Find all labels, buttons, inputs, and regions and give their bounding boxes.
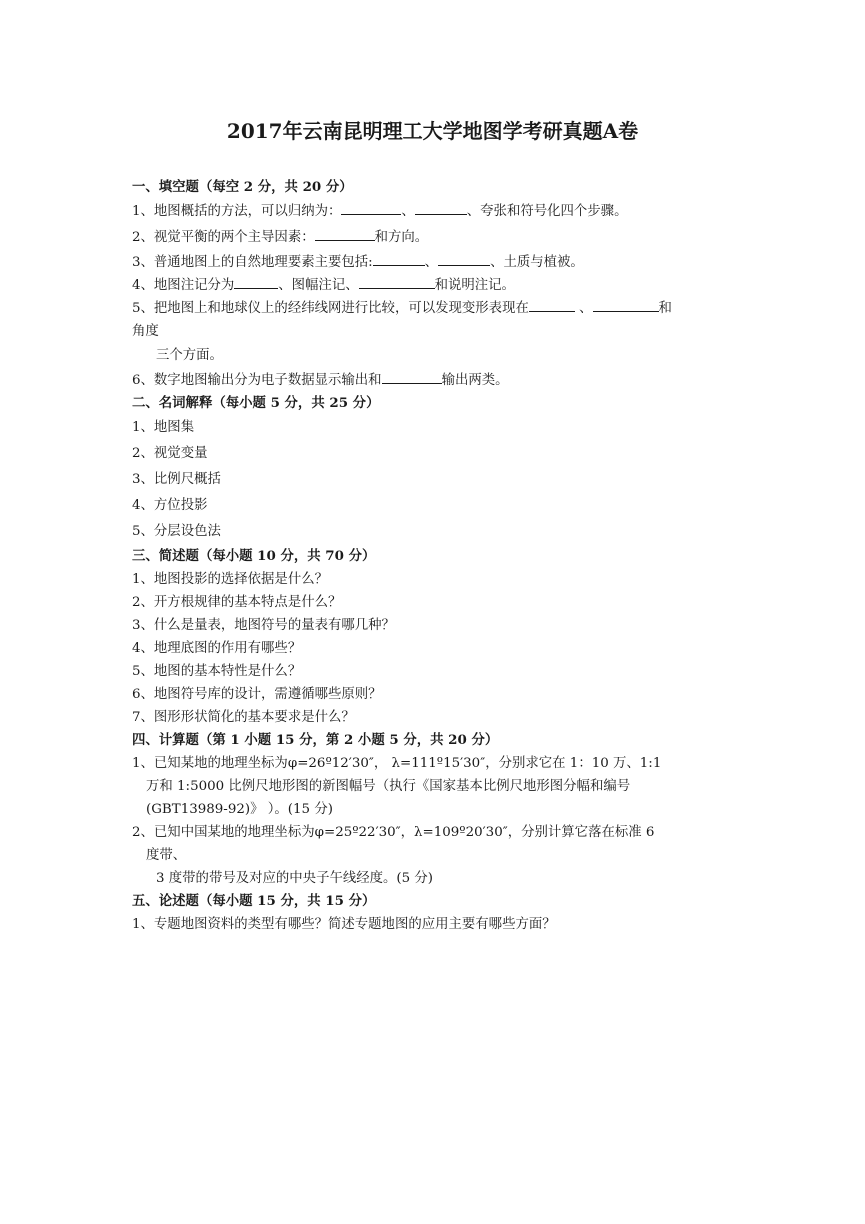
exam-content xyxy=(132,176,737,936)
list-item: 1、地图投影的选择依据是什么？ xyxy=(132,572,328,587)
answer-blank xyxy=(234,274,278,289)
list-item: 4、方位投影 xyxy=(132,498,208,513)
question-1-1 xyxy=(132,199,737,225)
question-4-2-line1: 2、已知中国某地的地理坐标为φ=25º22′30″，λ=109º20′30″，分别计算它落在标准 6 xyxy=(132,825,655,840)
section-heading-fill-in: 一、填空题（每空 2 分，共 20 分） xyxy=(132,179,353,195)
list-item: 7、图形形状简化的基本要求是什么？ xyxy=(132,710,355,725)
question-text: 4、地图注记分为 xyxy=(132,278,235,293)
question-4-2-line2: 度带、 xyxy=(146,848,187,863)
question-text: 和说明注记。 xyxy=(434,278,515,293)
question-text: 、 xyxy=(574,301,593,316)
answer-blank xyxy=(438,251,490,266)
question-text: 输出两类。 xyxy=(441,373,509,388)
question-1-5-cont: 三个方面。 xyxy=(156,348,223,363)
section-heading-essay: 五、论述题（每小题 15 分，共 15 分） xyxy=(132,893,376,909)
answer-blank xyxy=(415,200,467,215)
list-item: 5、分层设色法 xyxy=(132,524,221,539)
question-1-4 xyxy=(132,274,737,297)
list-item: 6、地图符号库的设计，需遵循哪些原则？ xyxy=(132,687,382,702)
question-4-2-line3: 3 度带的带号及对应的中央子午线经度。(5 分) xyxy=(156,871,434,886)
page-title: 2017年云南昆明理工大学地图学考研真题A卷 xyxy=(226,119,639,143)
list-item: 3、比例尺概括 xyxy=(132,472,221,487)
question-text: 和 xyxy=(658,301,672,316)
question-text: 1、地图概括的方法，可以归纳为： xyxy=(132,204,342,219)
question-1-6 xyxy=(132,369,737,392)
section-heading-calculation: 四、计算题（第 1 小题 15 分，第 2 小题 5 分，共 20 分） xyxy=(132,732,499,748)
answer-blank xyxy=(359,274,435,289)
question-1-5-wrap: 角度 xyxy=(132,324,159,339)
answer-blank xyxy=(315,226,375,241)
question-text: 6、数字地图输出分为电子数据显示输出和 xyxy=(132,373,382,388)
question-text: 、夸张和符号化四个步骤。 xyxy=(466,204,628,219)
question-text: 、图幅注记、 xyxy=(278,278,359,293)
list-item: 4、地理底图的作用有哪些？ xyxy=(132,641,302,656)
list-item: 2、开方根规律的基本特点是什么？ xyxy=(132,595,342,610)
answer-blank xyxy=(529,297,575,312)
list-item: 2、视觉变量 xyxy=(132,446,208,461)
question-text: 和方向。 xyxy=(374,230,429,245)
answer-blank xyxy=(373,251,425,266)
list-item: 1、地图集 xyxy=(132,420,195,435)
question-text: 5、把地图上和地球仪上的经纬线网进行比较，可以发现变形表现在 xyxy=(132,301,529,316)
question-text: 、 xyxy=(401,204,415,219)
question-text: 3、普通地图上的自然地理要素主要包括: xyxy=(132,255,373,270)
answer-blank xyxy=(382,369,442,384)
question-text: 2、视觉平衡的两个主导因素： xyxy=(132,230,315,245)
section-heading-short-answer: 三、简述题（每小题 10 分，共 70 分） xyxy=(132,548,376,564)
section-heading-terms: 二、名词解释（每小题 5 分，共 25 分） xyxy=(132,395,380,411)
question-4-1-line1: 1、已知某地的地理坐标为φ=26º12′30″， λ=111º15′30″，分别求它在 1：10 万、1:1 xyxy=(132,756,662,771)
question-1-5 xyxy=(132,297,737,320)
question-4-1-line3: (GBT13989-92)》 ）。(15 分) xyxy=(146,802,333,817)
question-text: 、土质与植被。 xyxy=(490,255,584,270)
question-text: 、 xyxy=(424,255,439,270)
question-4-1-line2: 万和 1:5000 比例尺地形图的新图幅号（执行《国家基本比例尺地形图分幅和编号 xyxy=(146,779,631,794)
list-item: 3、什么是量表，地图符号的量表有哪几种？ xyxy=(132,618,395,633)
answer-blank xyxy=(593,297,659,312)
list-item: 5、地图的基本特性是什么？ xyxy=(132,664,302,679)
answer-blank xyxy=(341,200,401,215)
question-1-3 xyxy=(132,251,737,274)
question-1-2 xyxy=(132,225,737,251)
list-item: 1、专题地图资料的类型有哪些？简述专题地图的应用主要有哪些方面？ xyxy=(132,917,556,932)
